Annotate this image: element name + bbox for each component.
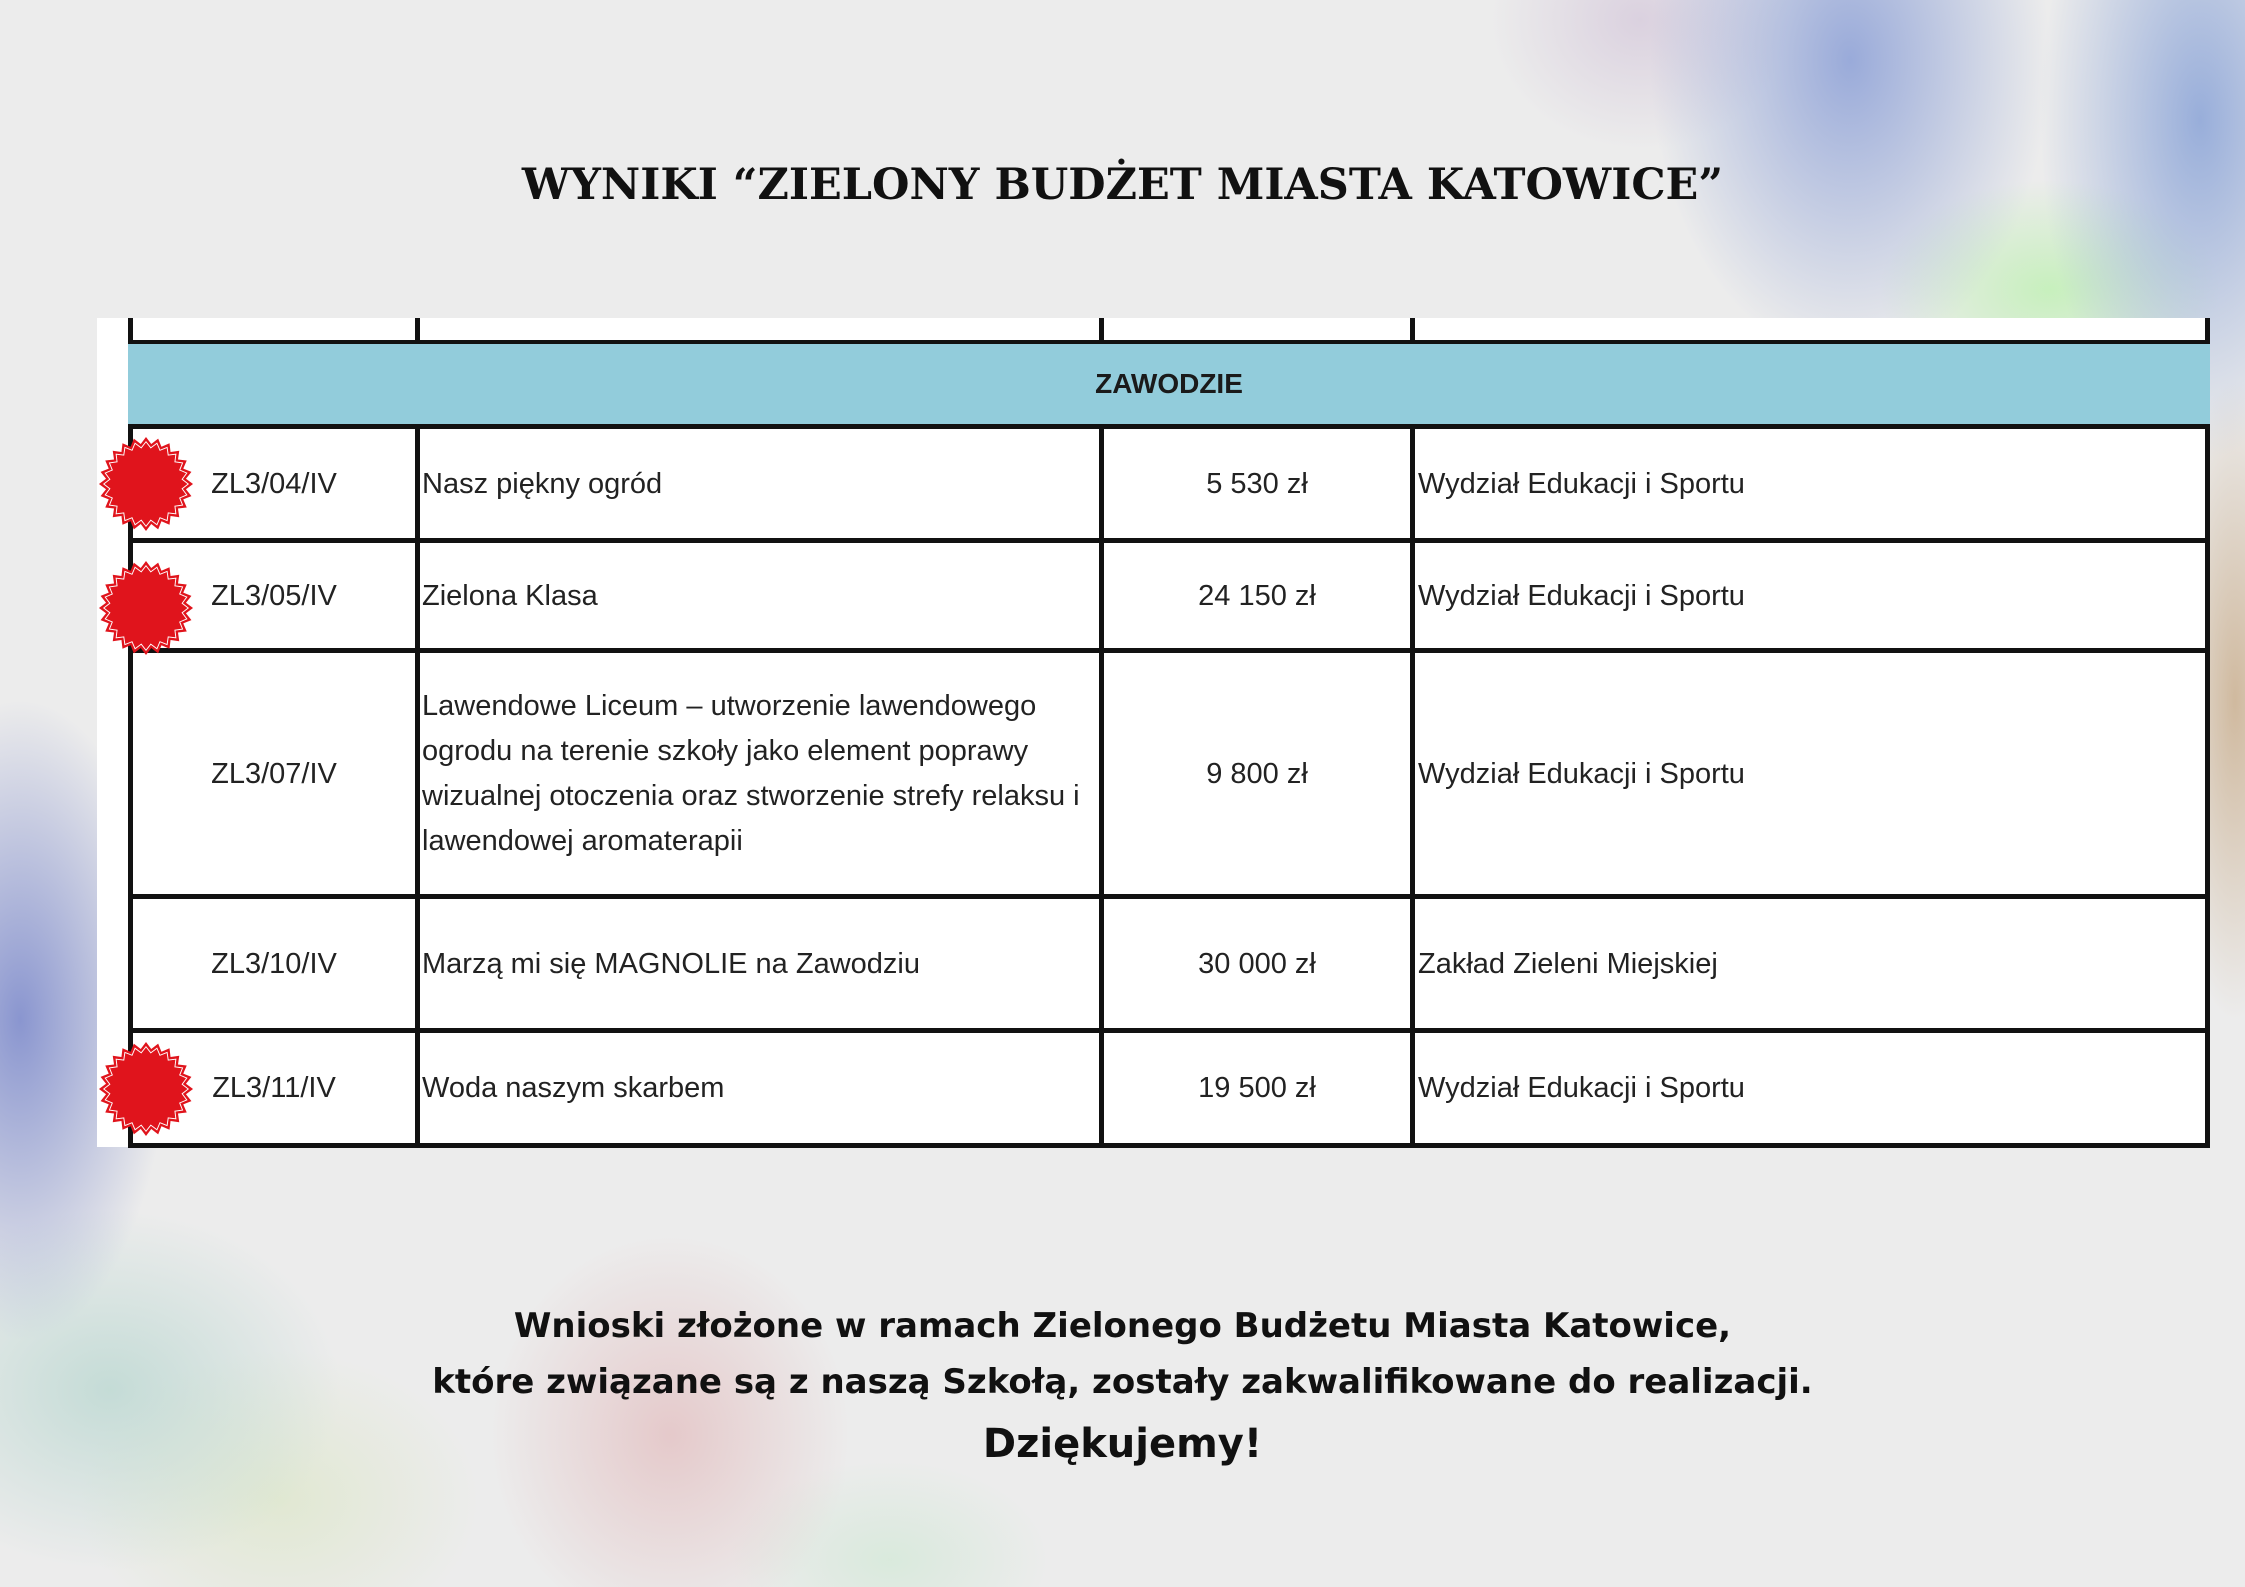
column-divider [1410, 427, 1415, 541]
project-department-cell [1418, 651, 2204, 897]
project-amount-cell [1104, 1031, 1410, 1146]
project-amount: 9 800 zł [1206, 757, 1308, 790]
seal-shape [99, 437, 193, 531]
seal-shape [99, 561, 193, 655]
red-seal-icon [98, 1041, 194, 1137]
seal-shape [99, 1041, 193, 1135]
column-divider [1410, 897, 1415, 1031]
project-amount: 24 150 zł [1198, 579, 1316, 612]
project-department: Wydział Edukacji i Sportu [1418, 467, 1745, 500]
project-name-cell [422, 651, 1098, 897]
footer-line-1: Wnioski złożone w ramach Zielonego Budżetu Miasta Katowice, [513, 1306, 1732, 1346]
project-department-cell [1418, 541, 2204, 651]
project-department: Zakład Zieleni Miejskiej [1418, 947, 1718, 980]
project-name: Marzą mi się MAGNOLIE na Zawodziu [422, 947, 920, 980]
project-amount-cell [1104, 897, 1410, 1031]
page-title: WYNIKI “ZIELONY BUDŻET MIASTA KATOWICE” [521, 160, 1724, 210]
project-amount: 5 530 zł [1206, 467, 1308, 500]
project-name-cell [422, 1031, 1098, 1146]
column-divider [415, 427, 420, 541]
project-amount-cell [1104, 541, 1410, 651]
footer-thanks: Dziękujemy! [982, 1421, 1263, 1467]
project-amount: 19 500 zł [1198, 1072, 1316, 1104]
column-divider [415, 1031, 420, 1146]
footer-message [0, 1298, 2245, 1476]
district-name: ZAWODZIE [1095, 368, 1243, 399]
column-divider [415, 897, 420, 1031]
project-code: ZL3/05/IV [211, 579, 337, 612]
project-code-cell [133, 651, 415, 897]
red-seal-icon [98, 560, 194, 656]
project-department-cell [1418, 1031, 2204, 1146]
project-name-cell [422, 897, 1098, 1031]
project-amount: 30 000 zł [1198, 947, 1316, 980]
project-name: Zielona Klasa [422, 579, 598, 612]
project-department-cell [1418, 897, 2204, 1031]
project-department: Wydział Edukacji i Sportu [1418, 579, 1745, 612]
project-department-cell [1418, 427, 2204, 541]
project-name-cell [422, 541, 1098, 651]
project-name: Woda naszym skarbem [422, 1072, 725, 1104]
red-seal-icon [98, 436, 194, 532]
column-divider [415, 651, 420, 897]
project-code: ZL3/04/IV [211, 467, 337, 500]
project-department: Wydział Edukacji i Sportu [1418, 1072, 1745, 1104]
project-name: Nasz piękny ogród [422, 467, 663, 500]
project-code-cell [133, 897, 415, 1031]
project-code: ZL3/07/IV [211, 757, 337, 790]
project-department: Wydział Edukacji i Sportu [1418, 757, 1745, 790]
column-divider [1410, 541, 1415, 651]
table-border-right [2205, 318, 2210, 1147]
project-amount-cell [1104, 427, 1410, 541]
column-divider [415, 541, 420, 651]
project-name: Lawendowe Liceum – utworzenie lawendowego ogrodu na terenie szkoły jako element poprawy wizualnej otoczenia oraz stworzenie strefy relaksu i lawendowej aromaterapii [422, 690, 1080, 857]
project-code: ZL3/11/IV [212, 1072, 336, 1104]
column-divider [1410, 651, 1415, 897]
column-divider [1410, 1031, 1415, 1146]
project-amount-cell [1104, 651, 1410, 897]
project-code: ZL3/10/IV [211, 947, 337, 980]
project-name-cell [422, 427, 1098, 541]
footer-line-2: które związane są z naszą Szkołą, zostały zakwalifikowane do realizacji. [432, 1362, 1813, 1402]
